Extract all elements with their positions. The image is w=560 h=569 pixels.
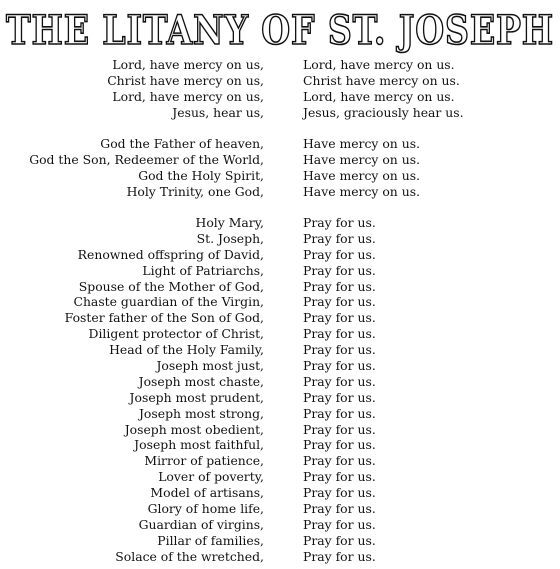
response-text: Pray for us. bbox=[303, 501, 376, 517]
response-text: Pray for us. bbox=[303, 310, 376, 326]
litany-row bbox=[0, 279, 560, 295]
response-text: Pray for us. bbox=[303, 532, 376, 548]
invocation-text: Joseph most prudent, bbox=[129, 389, 264, 405]
litany-row bbox=[0, 342, 560, 358]
response-text: Pray for us. bbox=[303, 230, 376, 246]
invocation-text: Model of artisans, bbox=[150, 485, 264, 501]
response-text: Christ have mercy on us. bbox=[303, 72, 460, 88]
invocation-text: Head of the Holy Family, bbox=[109, 342, 264, 358]
response-text: Have mercy on us. bbox=[303, 136, 421, 151]
invocation-text: God the Son, Redeemer of the World, bbox=[29, 151, 264, 167]
litany-row bbox=[0, 358, 560, 374]
litany-row bbox=[0, 57, 560, 73]
litany-row bbox=[0, 501, 560, 517]
invocation-text: Spouse of the Mother of God, bbox=[78, 278, 264, 294]
response-text: Pray for us. bbox=[303, 326, 376, 342]
kyrie-section bbox=[0, 57, 560, 121]
response-text: Pray for us. bbox=[303, 485, 376, 501]
trinity-section bbox=[0, 136, 560, 200]
response-text: Have mercy on us. bbox=[303, 183, 421, 199]
invocation-text: Pillar of families, bbox=[157, 532, 264, 548]
invocation-text: Guardian of virgins, bbox=[138, 516, 264, 532]
response-text: Pray for us. bbox=[303, 405, 376, 421]
litany-row bbox=[0, 390, 560, 406]
litany-row bbox=[0, 263, 560, 279]
litany-row bbox=[0, 168, 560, 184]
litany-row bbox=[0, 215, 560, 231]
invocation-text: Solace of the wretched, bbox=[115, 548, 264, 564]
invocation-text: Joseph most obedient, bbox=[124, 421, 264, 437]
response-text: Pray for us. bbox=[303, 294, 376, 310]
invocation-text: Holy Trinity, one God, bbox=[126, 183, 264, 199]
response-text: Pray for us. bbox=[303, 437, 376, 453]
invocation-text: Joseph most faithful, bbox=[134, 437, 264, 453]
invocation-text: Diligent protector of Christ, bbox=[88, 326, 264, 342]
invocation-text: God the Holy Spirit, bbox=[138, 167, 264, 183]
response-text: Pray for us. bbox=[303, 246, 376, 262]
response-text: Pray for us. bbox=[303, 215, 376, 230]
litany-row bbox=[0, 247, 560, 263]
litany-row bbox=[0, 231, 560, 247]
response-text: Pray for us. bbox=[303, 516, 376, 532]
invocation-text: Holy Mary, bbox=[195, 215, 264, 230]
invocation-text: Joseph most strong, bbox=[138, 405, 264, 421]
invocation-text: God the Father of heaven, bbox=[100, 136, 264, 151]
response-text: Pray for us. bbox=[303, 548, 376, 564]
litany-row bbox=[0, 136, 560, 152]
response-text: Pray for us. bbox=[303, 342, 376, 358]
litany-row bbox=[0, 326, 560, 342]
litany-row bbox=[0, 152, 560, 168]
litany-row bbox=[0, 73, 560, 89]
litany-row bbox=[0, 517, 560, 533]
response-text: Lord, have mercy on us. bbox=[303, 88, 455, 104]
litany-row bbox=[0, 310, 560, 326]
page-title bbox=[0, 4, 560, 56]
response-text: Pray for us. bbox=[303, 389, 376, 405]
litany-row bbox=[0, 485, 560, 501]
response-text: Pray for us. bbox=[303, 262, 376, 278]
page-title-text: THE LITANY OF ST. JOSEPH bbox=[6, 7, 554, 54]
litany-row bbox=[0, 437, 560, 453]
invocation-text: Lover of poverty, bbox=[158, 469, 264, 485]
response-text: Pray for us. bbox=[303, 358, 376, 374]
litany-row bbox=[0, 533, 560, 549]
invocation-text: Joseph most chaste, bbox=[138, 373, 264, 389]
response-text: Pray for us. bbox=[303, 373, 376, 389]
litany-row bbox=[0, 469, 560, 485]
invocation-text: Glory of home life, bbox=[147, 501, 264, 517]
litany-row bbox=[0, 105, 560, 121]
response-text: Pray for us. bbox=[303, 469, 376, 485]
litany-row bbox=[0, 406, 560, 422]
response-text: Jesus, graciously hear us. bbox=[303, 104, 464, 120]
litany-row bbox=[0, 294, 560, 310]
invocation-text: Jesus, hear us, bbox=[172, 104, 264, 120]
invocation-text: Mirror of patience, bbox=[144, 453, 264, 469]
response-text: Lord, have mercy on us. bbox=[303, 57, 455, 72]
intercession-section bbox=[0, 215, 560, 565]
litany-row bbox=[0, 453, 560, 469]
litany-row bbox=[0, 184, 560, 200]
litany-row bbox=[0, 374, 560, 390]
invocation-text: Joseph most just, bbox=[156, 358, 264, 374]
litany-row bbox=[0, 422, 560, 438]
invocation-text: Christ have mercy on us, bbox=[107, 72, 264, 88]
invocation-text: Chaste guardian of the Virgin, bbox=[73, 294, 264, 310]
invocation-text: Foster father of the Son of God, bbox=[64, 310, 264, 326]
response-text: Have mercy on us. bbox=[303, 151, 421, 167]
litany-row bbox=[0, 549, 560, 565]
response-text: Pray for us. bbox=[303, 453, 376, 469]
response-text: Have mercy on us. bbox=[303, 167, 421, 183]
invocation-text: Renowned offspring of David, bbox=[77, 246, 264, 262]
invocation-text: Lord, have mercy on us, bbox=[112, 57, 264, 72]
response-text: Pray for us. bbox=[303, 278, 376, 294]
litany-row bbox=[0, 89, 560, 105]
response-text: Pray for us. bbox=[303, 421, 376, 437]
invocation-text: Light of Patriarchs, bbox=[142, 262, 264, 278]
invocation-text: St. Joseph, bbox=[196, 230, 264, 246]
invocation-text: Lord, have mercy on us, bbox=[112, 88, 264, 104]
